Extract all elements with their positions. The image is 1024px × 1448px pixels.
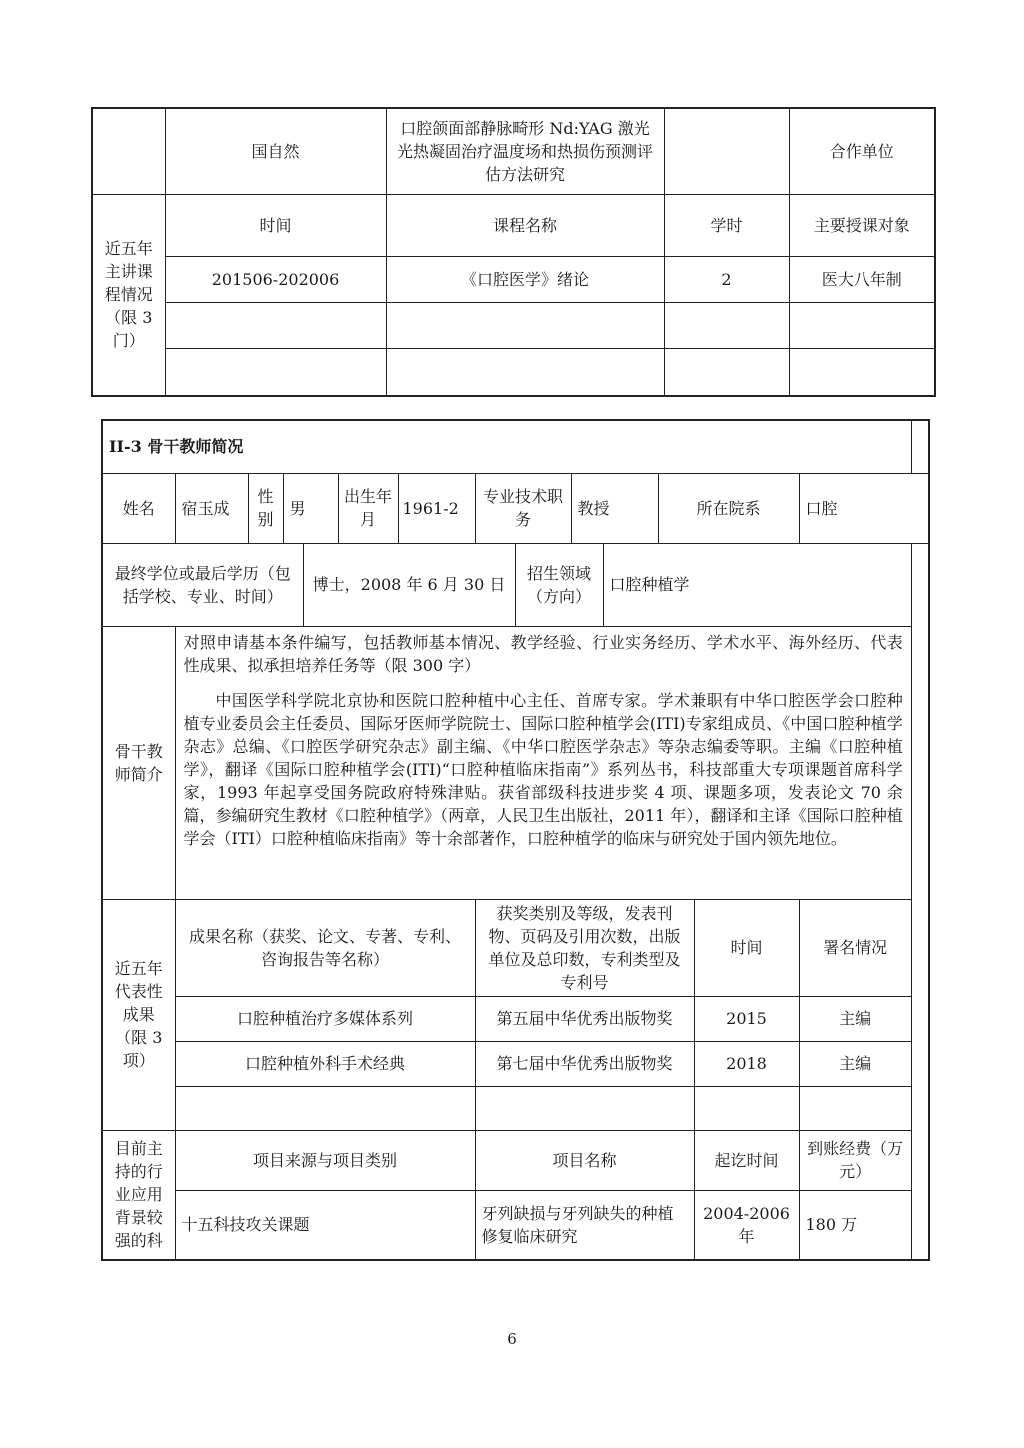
label-gender: 性别 — [248, 473, 283, 543]
project-header-name: 项目名称 — [475, 1130, 694, 1190]
achievement-row — [102, 1041, 929, 1086]
project-period: 2004-2006 年 — [694, 1190, 799, 1260]
course-header-audience: 主要授课对象 — [789, 194, 935, 256]
achievement-detail: 第七届中华优秀出版物奖 — [475, 1041, 694, 1086]
achievement-time: 2015 — [694, 996, 799, 1041]
project-extra — [664, 108, 789, 194]
project-source: 十五科技攻关课题 — [175, 1190, 475, 1260]
course-name: 《口腔医学》绪论 — [386, 256, 664, 302]
achievement-header-row — [102, 899, 929, 996]
project-source: 国自然 — [165, 108, 386, 194]
achievement-header-detail: 获奖类别及等级，发表刊物、页码及引用次数，出版单位及总印数，专利类型及专利号 — [475, 899, 694, 996]
achievement-name: 口腔种植治疗多媒体系列 — [175, 996, 475, 1041]
courses-label: 近五年主讲课程情况（限 3 门） — [92, 194, 165, 396]
section-title: II-3 骨干教师简况 — [102, 420, 911, 473]
intro-instruction: 对照申请基本条件编写，包括教师基本情况、教学经验、行业实务经历、学术水平、海外经历、代表性成果、拟承担培养任务等（限 300 字） — [183, 632, 903, 675]
basic-info-row — [102, 473, 929, 543]
achievement-row-empty — [102, 1086, 929, 1130]
teacher-title: 教授 — [571, 473, 658, 543]
achievements-label: 近五年代表性成果（限 3 项） — [102, 899, 175, 1130]
project-row — [102, 1190, 929, 1260]
course-audience: 医大八年制 — [789, 256, 935, 302]
achievement-name: 口腔种植外科手术经典 — [175, 1041, 475, 1086]
teacher-gender: 男 — [283, 473, 338, 543]
project-name: 牙列缺损与牙列缺失的种植修复临床研究 — [475, 1190, 694, 1260]
achievement-header-author: 署名情况 — [799, 899, 911, 996]
courses-table — [91, 107, 936, 397]
project-header-row — [102, 1130, 929, 1190]
project-header-funding: 到账经费（万元） — [799, 1130, 911, 1190]
label-dept: 所在院系 — [658, 473, 799, 543]
intro-cell — [175, 626, 911, 899]
teacher-name: 宿玉成 — [175, 473, 248, 543]
course-time: 201506-202006 — [165, 256, 386, 302]
achievement-author: 主编 — [799, 1041, 911, 1086]
projects-label: 目前主持的行业应用背景较强的科 — [102, 1130, 175, 1260]
achievement-author: 主编 — [799, 996, 911, 1041]
project-name: 口腔颌面部静脉畸形 Nd:YAG 激光光热凝固治疗温度场和热损伤预测评估方法研究 — [386, 108, 664, 194]
course-row — [92, 256, 935, 302]
project-funding: 180 万 — [799, 1190, 911, 1260]
teacher-field: 口腔种植学 — [603, 543, 911, 626]
project-type: 合作单位 — [789, 108, 935, 194]
course-header-hours: 学时 — [664, 194, 789, 256]
teacher-dept: 口腔 — [799, 473, 929, 543]
intro-text: 中国医学科学院北京协和医院口腔种植中心主任、首席专家。学术兼职有中华口腔医学会口腔种植专业委员会主任委员、国际牙医师学院院士、国际口腔种植学会(ITI)专家组成员、《中国口腔种植学杂志》总编、《口腔医学研究杂志》副主编、《中华口腔医学杂志》等杂志编委等职。主编《口腔种植学》，翻译《国际口腔种植学会(ITI)“口腔种植临床指南”》系列丛书，科技部重大专项课题首席科学家，1993 年起享受国务院政府特殊津贴。获省部级科技进步奖 4 项、课题多项，发表论文 70 余篇，参编研究生教材《口腔种植学》（两章，人民卫生出版社，2011 年），翻译和主译《国际口腔种植学会（ITI）口腔种植临床指南》等十余部著作，口腔种植学的临床与研究处于国内领先地位。 — [183, 690, 903, 848]
label-birth: 出生年月 — [338, 473, 398, 543]
label-name: 姓名 — [102, 473, 175, 543]
intro-row — [102, 626, 929, 899]
achievement-time: 2018 — [694, 1041, 799, 1086]
teacher-degree: 博士，2008 年 6 月 30 日 — [303, 543, 515, 626]
course-header-row — [92, 194, 935, 256]
course-row-empty — [92, 302, 935, 348]
page-number: 6 — [507, 1330, 517, 1348]
label-title: 专业技术职务 — [475, 473, 571, 543]
achievement-header-name: 成果名称（获奖、论文、专著、专利、咨询报告等名称） — [175, 899, 475, 996]
course-header-time: 时间 — [165, 194, 386, 256]
achievement-header-time: 时间 — [694, 899, 799, 996]
achievement-row — [102, 996, 929, 1041]
label-degree: 最终学位或最后学历（包括学校、专业、时间） — [102, 543, 303, 626]
label-intro: 骨干教师简介 — [102, 626, 175, 899]
course-hours: 2 — [664, 256, 789, 302]
project-header-source: 项目来源与项目类别 — [175, 1130, 475, 1190]
project-header-period: 起讫时间 — [694, 1130, 799, 1190]
course-header-name: 课程名称 — [386, 194, 664, 256]
degree-row — [102, 543, 929, 626]
teacher-birth: 1961-2 — [398, 473, 475, 543]
section-title-row — [102, 420, 929, 473]
label-field: 招生领域（方向） — [515, 543, 603, 626]
project-row — [92, 108, 935, 194]
empty-cell — [92, 108, 165, 194]
course-row-empty — [92, 348, 935, 396]
teacher-profile-table — [101, 419, 930, 1261]
achievement-detail: 第五届中华优秀出版物奖 — [475, 996, 694, 1041]
